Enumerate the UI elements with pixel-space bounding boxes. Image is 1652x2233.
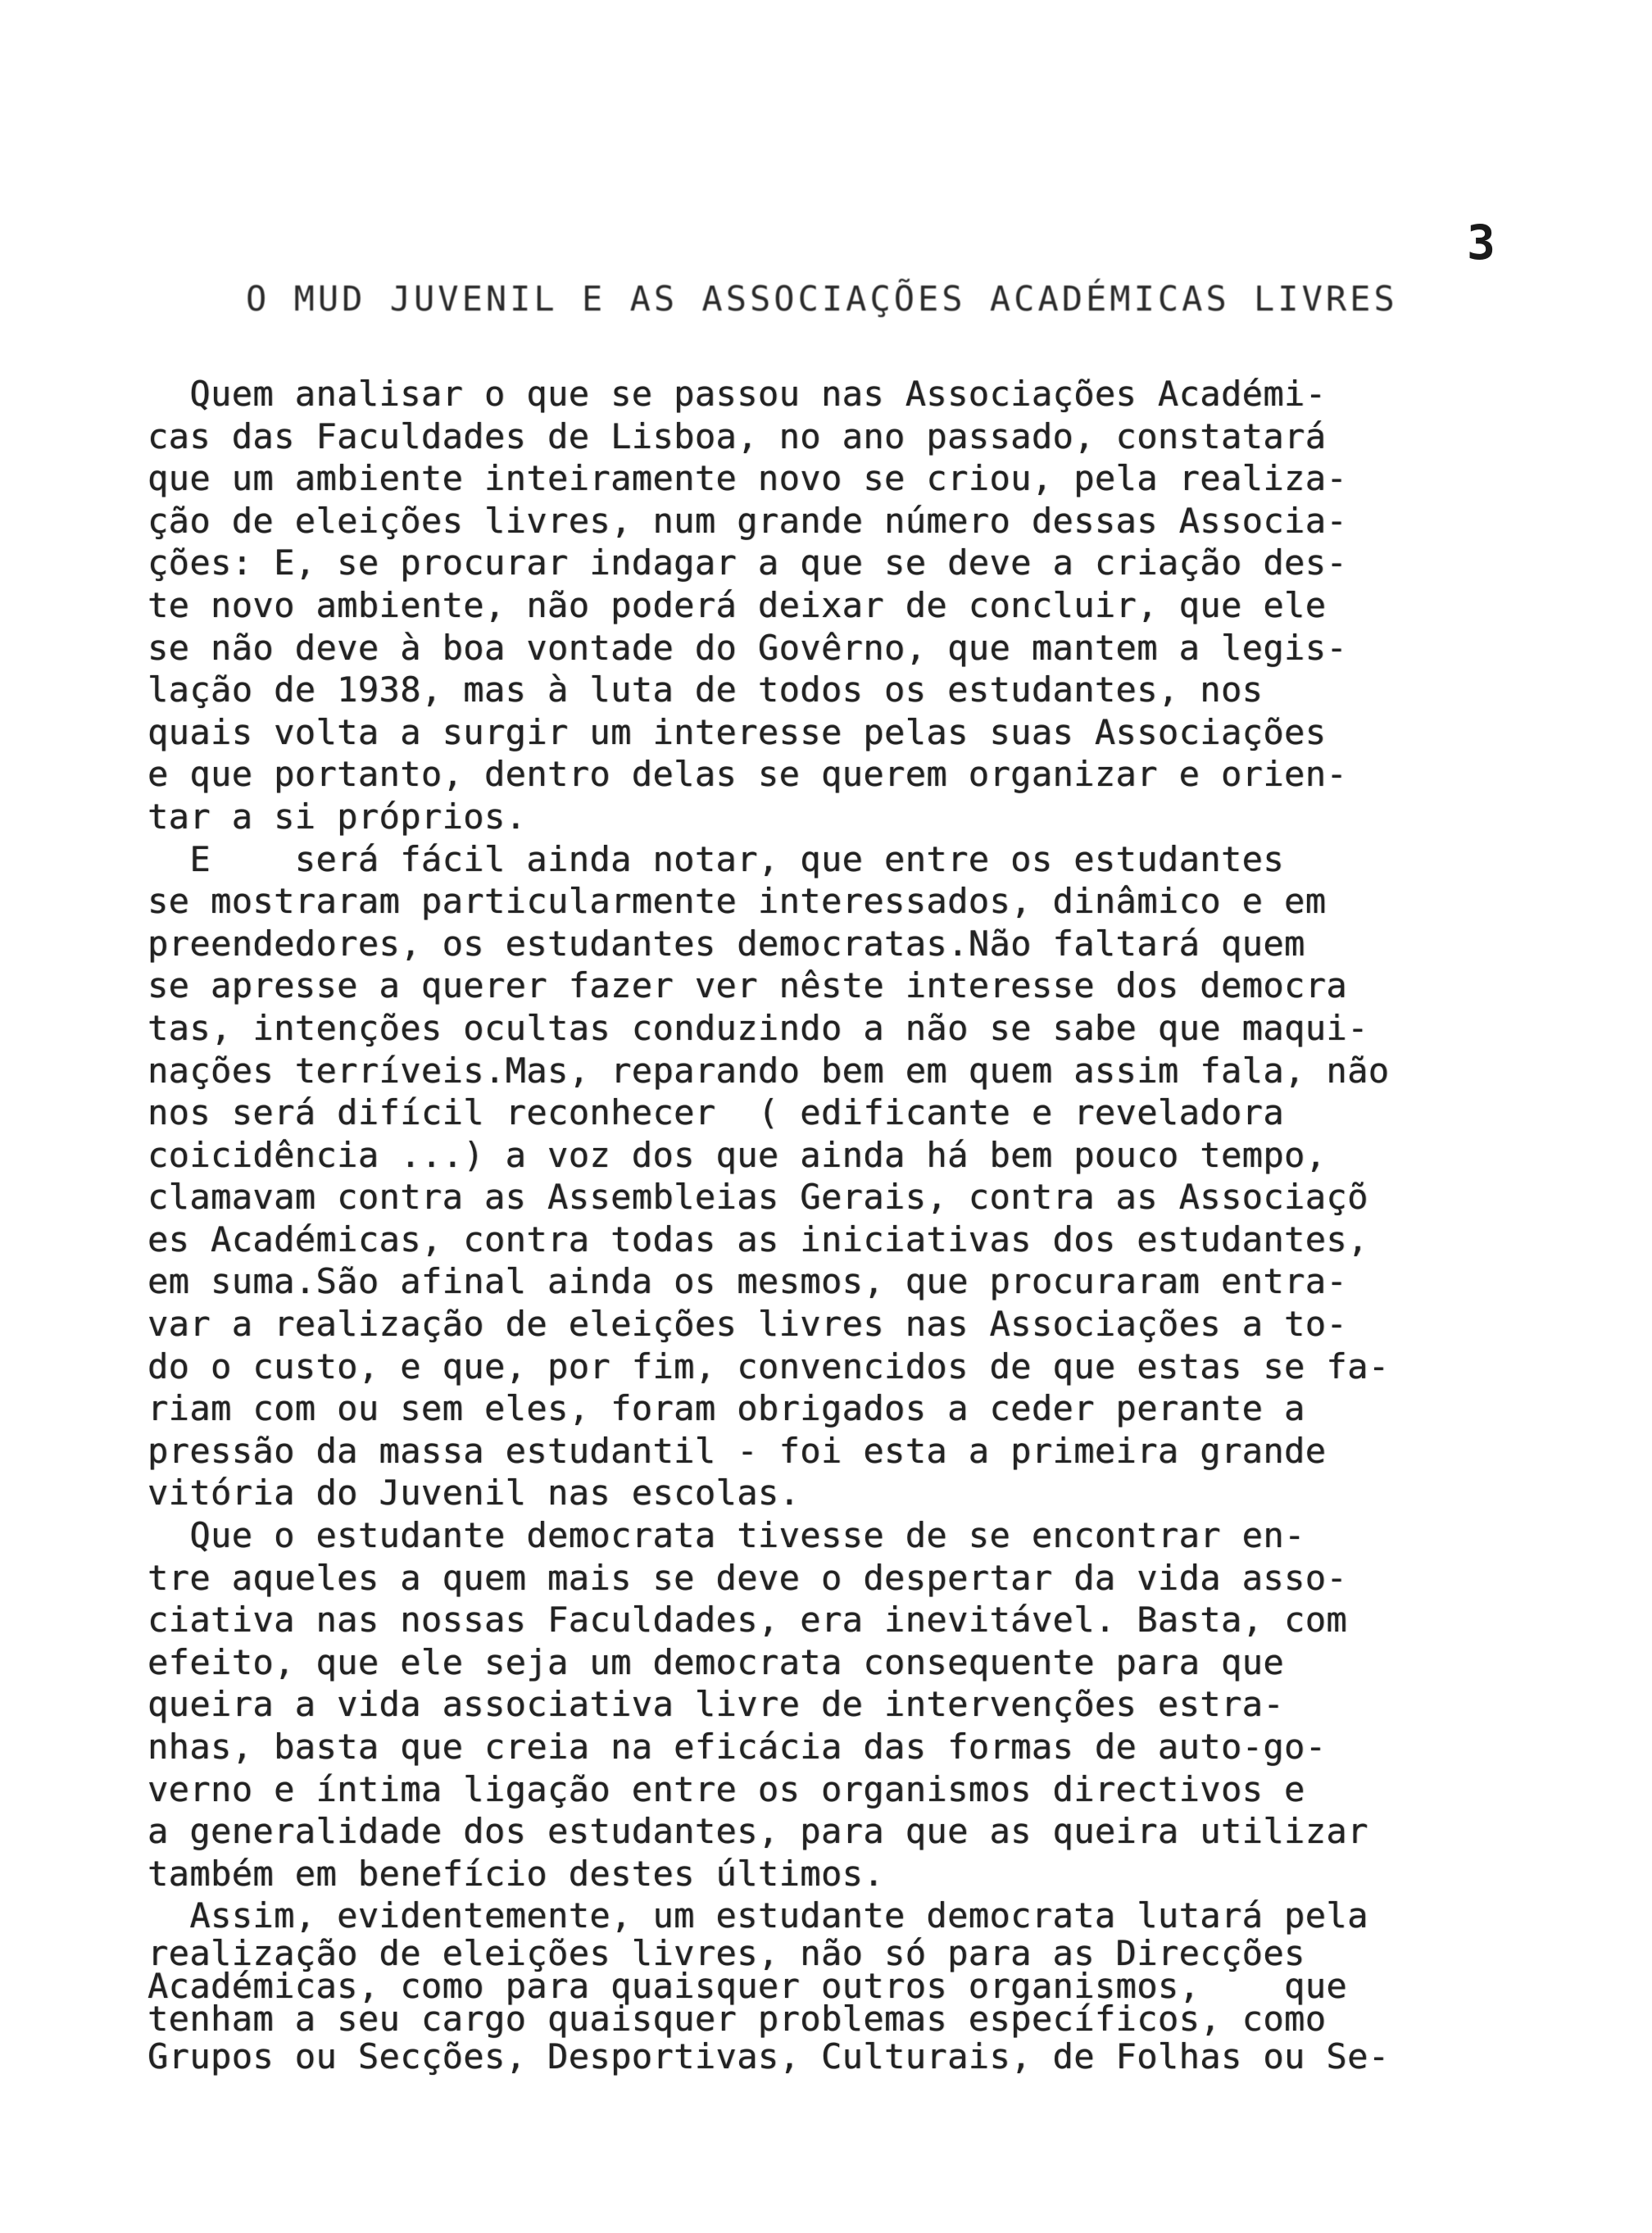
text-line: tas, intenções ocultas conduzindo a não se sabe que maqui-	[148, 1007, 1368, 1048]
text-line: E será fácil ainda notar, que entre os estudantes	[148, 838, 1285, 879]
text-line: Grupos ou Secções, Desportivas, Culturais, de Folhas ou Se-	[148, 2036, 1390, 2076]
text-line: do o custo, e que, por fim, convencidos de que estas se fa-	[148, 1346, 1390, 1387]
text-line: nações terríveis.Mas, reparando bem em quem assim fala, não	[148, 1050, 1390, 1091]
text-line: verno e íntima ligação entre os organismos directivos e	[148, 1768, 1305, 1809]
text-line: e que portanto, dentro delas se querem organizar e orien-	[148, 754, 1348, 795]
text-line: tre aqueles a quem mais se deve o despertar da vida asso-	[148, 1557, 1348, 1598]
text-line: coicidência ...) a voz dos que ainda há bem pouco tempo,	[148, 1134, 1327, 1175]
text-line: realização de eleições livres, não só para as Direcções	[148, 1932, 1305, 1973]
text-line: var a realização de eleições livres nas Associações a to-	[148, 1304, 1348, 1345]
text-line: clamavam contra as Assembleias Gerais, contra as Associaçõ	[148, 1177, 1368, 1218]
text-line: riam com ou sem eles, foram obrigados a ceder perante a	[148, 1388, 1305, 1429]
text-line: Que o estudante democrata tivesse de se encontrar en-	[148, 1515, 1305, 1556]
page-title: O MUD JUVENIL E AS ASSOCIAÇÕES ACADÉMICAS LIVRES	[246, 279, 1398, 319]
text-line: que um ambiente inteiramente novo se criou, pela realiza-	[148, 458, 1348, 499]
text-line: tenham a seu cargo quaisquer problemas específicos, como	[148, 1998, 1327, 2039]
text-line: Quem analisar o que se passou nas Associações Académi-	[148, 374, 1327, 414]
text-line: efeito, que ele seja um democrata consequente para que	[148, 1641, 1285, 1682]
text-line: te novo ambiente, não poderá deixar de concluir, que ele	[148, 584, 1327, 625]
page-number: 3	[1467, 215, 1497, 270]
text-line: se mostraram particularmente interessados, dinâmico e em	[148, 881, 1327, 922]
text-line: nhas, basta que creia na eficácia das formas de auto-go-	[148, 1727, 1327, 1767]
text-line: pressão da massa estudantil - foi esta a primeira grande	[148, 1430, 1327, 1471]
text-line: ção de eleições livres, num grande número dessas Associa-	[148, 500, 1348, 541]
text-line: nos será difícil reconhecer ( edificante e reveladora	[148, 1092, 1285, 1133]
text-line: se apresse a querer fazer ver nêste interesse dos democra	[148, 965, 1348, 1006]
text-line: es Académicas, contra todas as iniciativas dos estudantes,	[148, 1219, 1368, 1259]
text-line: ciativa nas nossas Faculdades, era inevitável. Basta, com	[148, 1600, 1348, 1641]
text-line: queira a vida associativa livre de intervenções estra-	[148, 1684, 1285, 1725]
text-line: se não deve à boa vontade do Govêrno, que mantem a legis-	[148, 627, 1348, 668]
text-line: em suma.São afinal ainda os mesmos, que procuraram entra-	[148, 1261, 1348, 1302]
text-line: Assim, evidentemente, um estudante democrata lutará pela	[148, 1895, 1368, 1936]
text-line: também em benefício destes últimos.	[148, 1853, 885, 1894]
text-line: tar a si próprios.	[148, 796, 527, 837]
text-line: a generalidade dos estudantes, para que as queira utilizar	[148, 1811, 1368, 1852]
text-line: quais volta a surgir um interesse pelas suas Associações	[148, 711, 1327, 752]
text-line: lação de 1938, mas à luta de todos os estudantes, nos	[148, 669, 1264, 710]
text-line: preendedores, os estudantes democratas.Não faltará quem	[148, 923, 1305, 964]
text-line: Académicas, como para quaisquer outros organismos, que	[148, 1965, 1348, 2006]
text-line: ções: E, se procurar indagar a que se deve a criação des-	[148, 542, 1348, 583]
body-text	[148, 373, 1532, 2078]
text-line: vitória do Juvenil nas escolas.	[148, 1473, 801, 1514]
text-line: cas das Faculdades de Lisboa, no ano passado, constatará	[148, 415, 1327, 456]
